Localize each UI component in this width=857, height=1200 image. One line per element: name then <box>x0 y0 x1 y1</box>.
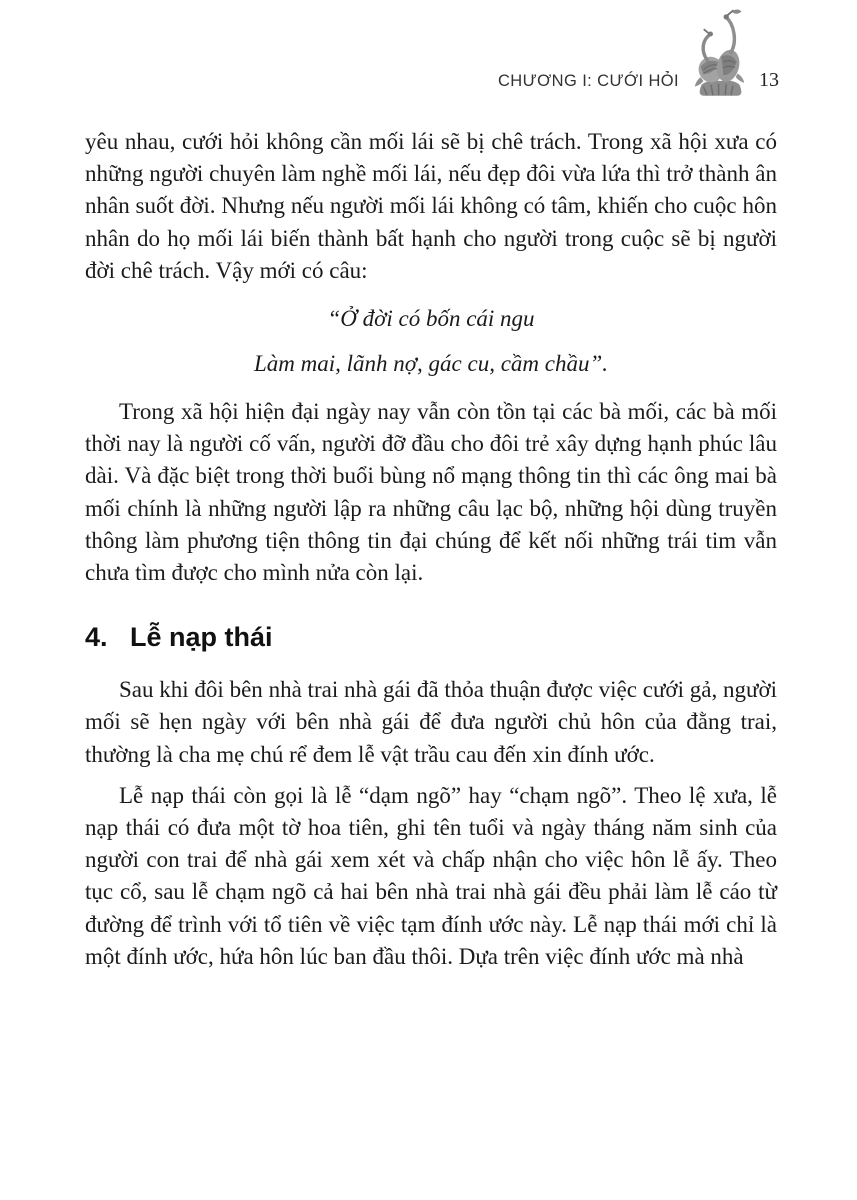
body-paragraph-3: Sau khi đôi bên nhà trai nhà gái đã thỏa thuận được việc cưới gả, người mối sẽ hẹn ngày với bên nhà gái để đưa người chủ hôn của đằng trai, thường là cha mẹ chú rể đem lễ vật trầu cau đến xin đính ước. <box>85 677 777 767</box>
verse-quote <box>85 296 777 386</box>
cranes-ornament-icon <box>692 6 749 98</box>
page-number: 13 <box>759 69 779 91</box>
section-heading <box>85 621 777 653</box>
body-paragraph-1: yêu nhau, cưới hỏi không cần mối lái sẽ bị chê trách. Trong xã hội xưa có những người chuyên làm nghề mối lái, nếu đẹp đôi vừa lứa thì trở thành ân nhân suốt đời. Nhưng nếu người mối lái không có tâm, khiến cho cuộc hôn nhân do họ mối lái biến thành bất hạnh cho người trong cuộc sẽ bị người đời chê trách. Vậy mới có câu: <box>85 129 777 283</box>
verse-line-2: Làm mai, lãnh nợ, gác cu, cầm chầu”. <box>253 351 609 377</box>
verse-line-1: “Ở đời có bốn cái ngu <box>327 306 535 332</box>
body-paragraph-4: Lễ nạp thái còn gọi là lễ “dạm ngõ” hay “chạm ngõ”. Theo lệ xưa, lễ nạp thái có đưa một tờ hoa tiên, ghi tên tuổi và ngày tháng năm sinh của người con trai để nhà gái xem xét và chấp nhận cho việc hôn lễ ấy. Theo tục cổ, sau lễ chạm ngõ cả hai bên nhà trai nhà gái đều phải làm lễ cáo từ đường để trình với tổ tiên về việc tạm đính ước này. Lễ nạp thái mới chỉ là một đính ước, hứa hôn lúc ban đầu thôi. Dựa trên việc đính ước mà nhà <box>85 782 777 969</box>
running-header <box>85 6 779 98</box>
page-body <box>85 126 777 982</box>
section-number: 4. <box>85 622 108 653</box>
body-paragraph-2: Trong xã hội hiện đại ngày nay vẫn còn tồn tại các bà mối, các bà mối thời nay là người cố vấn, người đỡ đầu cho đôi trẻ xây dựng hạnh phúc lâu dài. Và đặc biệt trong thời buổi bùng nổ mạng thông tin thì các ông mai bà mối chính là những người lập ra những câu lạc bộ, những hội dùng truyền thông làm phương tiện thông tin đại chúng để kết nối những trái tim vẫn chưa tìm được cho mình nửa còn lại. <box>85 399 777 586</box>
chapter-title: CHƯƠNG I: CƯỚI HỎI <box>497 72 679 90</box>
section-title: Lễ nạp thái <box>130 622 273 653</box>
